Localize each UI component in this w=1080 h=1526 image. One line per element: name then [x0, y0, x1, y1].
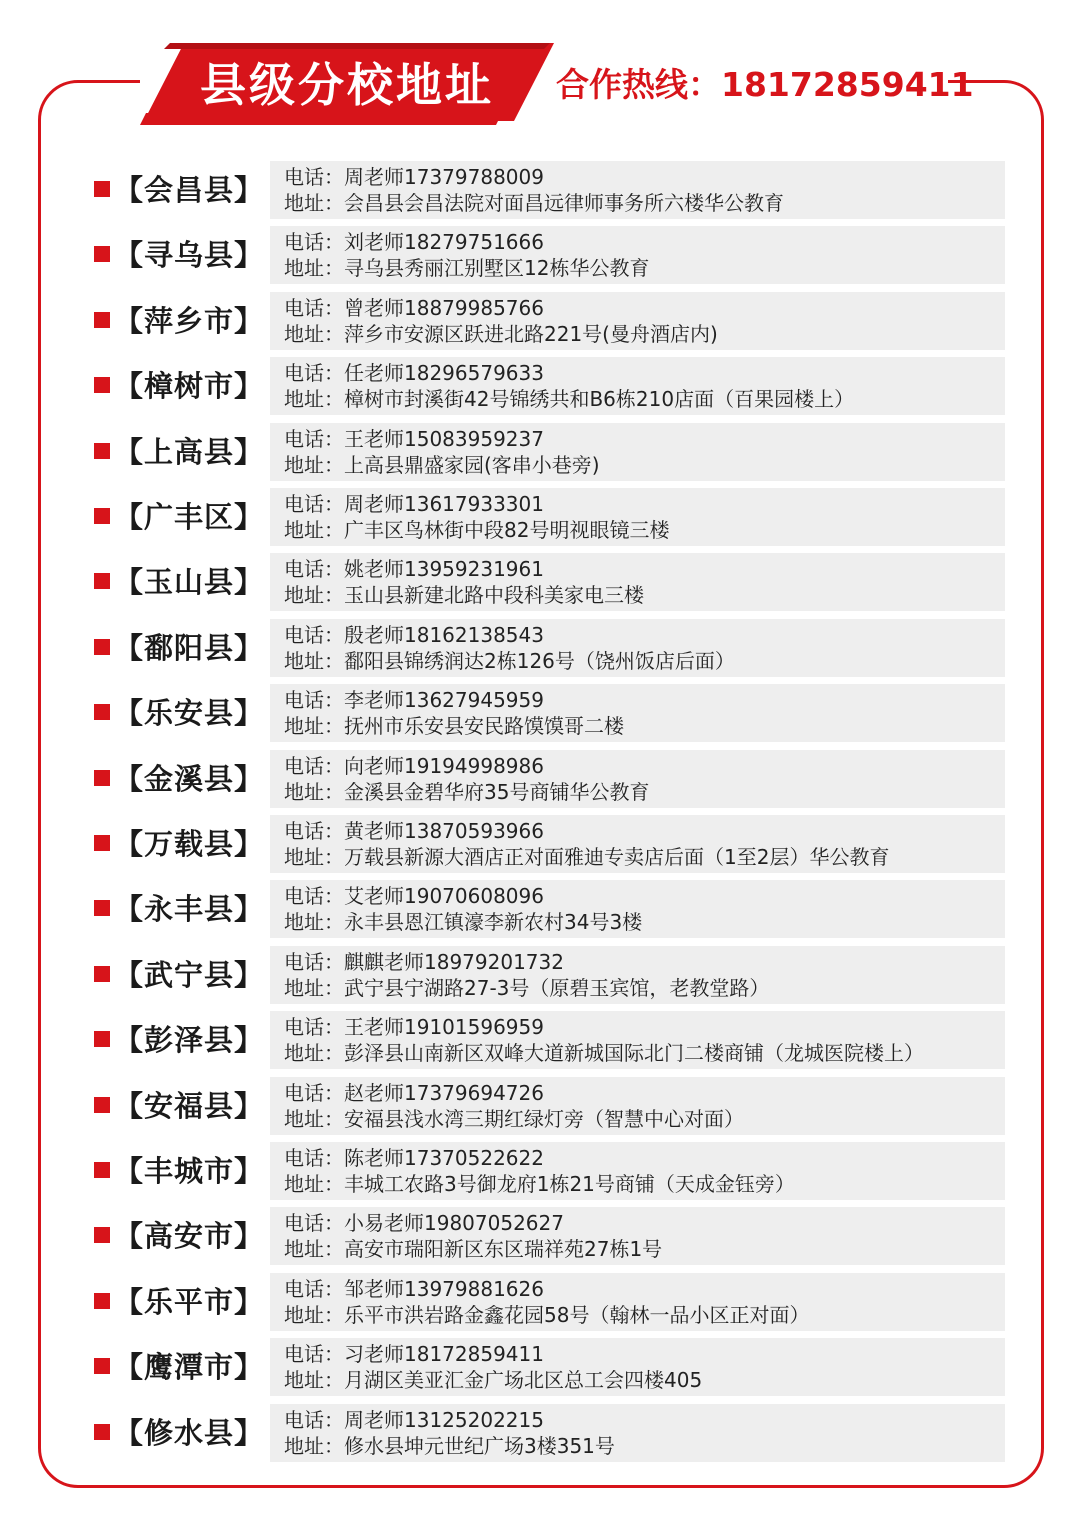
phone-label: 电话：	[284, 1211, 344, 1235]
address-label: 地址：	[284, 387, 344, 411]
address-line	[284, 255, 649, 281]
bullet-square	[94, 181, 110, 197]
list-item	[0, 749, 1080, 809]
bullet-square	[94, 704, 110, 720]
phone-line	[284, 1341, 544, 1367]
bullet-square	[94, 443, 110, 459]
county-name: 【上高县】	[114, 435, 265, 469]
phone-value: 刘老师18279751666	[344, 230, 544, 254]
bullet-square	[94, 1358, 110, 1374]
address-line	[284, 321, 718, 347]
phone-label: 电话：	[284, 1015, 344, 1039]
bullet-square	[94, 1424, 110, 1440]
address-line	[284, 517, 669, 543]
address-value: 彭泽县山南新区双峰大道新城国际北门二楼商铺（龙城医院楼上）	[344, 1041, 924, 1065]
phone-value: 王老师15083959237	[344, 427, 544, 451]
phone-line	[284, 426, 544, 452]
phone-label: 电话：	[284, 361, 344, 385]
bullet-square	[94, 312, 110, 328]
bullet-square	[94, 900, 110, 916]
address-label: 地址：	[284, 714, 344, 738]
county-name: 【金溪县】	[114, 762, 265, 796]
phone-value: 李老师13627945959	[344, 688, 544, 712]
branch-info	[270, 1207, 1005, 1265]
phone-value: 曾老师18879985766	[344, 296, 544, 320]
address-value: 会昌县会昌法院对面昌远律师事务所六楼华公教育	[344, 191, 784, 215]
title-banner	[140, 43, 554, 125]
bullet-square	[94, 639, 110, 655]
list-item	[0, 618, 1080, 678]
address-value: 武宁县宁湖路27-3号（原碧玉宾馆，老教堂路）	[344, 976, 770, 1000]
branch-info	[270, 226, 1005, 284]
phone-value: 习老师18172859411	[344, 1342, 544, 1366]
address-value: 广丰区鸟林街中段82号明视眼镜三楼	[344, 518, 670, 542]
phone-line	[284, 556, 544, 582]
list-item	[0, 683, 1080, 743]
branch-info	[270, 946, 1005, 1004]
county-name: 【修水县】	[114, 1416, 265, 1450]
address-label: 地址：	[284, 518, 344, 542]
county-name: 【永丰县】	[114, 892, 265, 926]
county-name: 【武宁县】	[114, 958, 265, 992]
phone-label: 电话：	[284, 165, 344, 189]
address-line	[284, 1236, 662, 1262]
list-item	[0, 356, 1080, 416]
list-item	[0, 945, 1080, 1005]
hotline	[556, 62, 974, 108]
address-label: 地址：	[284, 845, 344, 869]
address-line	[284, 779, 649, 805]
phone-label: 电话：	[284, 427, 344, 451]
branch-info	[270, 1338, 1005, 1396]
address-label: 地址：	[284, 910, 344, 934]
phone-line	[284, 1014, 544, 1040]
county-name: 【丰城市】	[114, 1154, 265, 1188]
branch-info	[270, 1077, 1005, 1135]
address-value: 万载县新源大酒店正对面雅迪专卖店后面（1至2层）华公教育	[344, 845, 890, 869]
branch-info	[270, 750, 1005, 808]
address-line	[284, 190, 784, 216]
phone-label: 电话：	[284, 950, 344, 974]
phone-line	[284, 229, 544, 255]
county-name: 【鹰潭市】	[114, 1350, 265, 1384]
address-line	[284, 1302, 809, 1328]
address-value: 樟树市封溪街42号锦绣共和B6栋210店面（百果园楼上）	[344, 387, 855, 411]
phone-value: 姚老师13959231961	[344, 557, 544, 581]
address-line	[284, 1171, 795, 1197]
phone-value: 周老师13617933301	[344, 492, 544, 516]
list-item	[0, 1010, 1080, 1070]
address-value: 丰城工农路3号御龙府1栋21号商铺（天成金钰旁）	[344, 1172, 795, 1196]
phone-line	[284, 949, 564, 975]
branch-info	[270, 292, 1005, 350]
phone-line	[284, 687, 544, 713]
phone-label: 电话：	[284, 1081, 344, 1105]
address-value: 金溪县金碧华府35号商铺华公教育	[344, 780, 650, 804]
address-label: 地址：	[284, 1041, 344, 1065]
bullet-square	[94, 573, 110, 589]
list-item	[0, 422, 1080, 482]
address-line	[284, 648, 735, 674]
address-label: 地址：	[284, 256, 344, 280]
branch-info	[270, 880, 1005, 938]
phone-line	[284, 164, 544, 190]
bullet-square	[94, 1227, 110, 1243]
address-label: 地址：	[284, 780, 344, 804]
address-value: 寻乌县秀丽江别墅区12栋华公教育	[344, 256, 650, 280]
address-label: 地址：	[284, 976, 344, 1000]
branch-info	[270, 423, 1005, 481]
address-line	[284, 844, 889, 870]
address-label: 地址：	[284, 1237, 344, 1261]
bullet-square	[94, 1162, 110, 1178]
bullet-square	[94, 1293, 110, 1309]
address-line	[284, 452, 600, 478]
address-value: 修水县坤元世纪广场3楼351号	[344, 1434, 615, 1458]
address-label: 地址：	[284, 1368, 344, 1392]
county-name: 【樟树市】	[114, 369, 265, 403]
county-name: 【万载县】	[114, 827, 265, 861]
hotline-number: 18172859411	[721, 65, 974, 104]
address-line	[284, 1367, 702, 1393]
branch-info	[270, 1011, 1005, 1069]
address-line	[284, 975, 769, 1001]
phone-value: 陈老师17370522622	[344, 1146, 544, 1170]
branch-info	[270, 1142, 1005, 1200]
phone-line	[284, 818, 544, 844]
phone-value: 向老师19194998986	[344, 754, 544, 778]
list-item	[0, 1206, 1080, 1266]
phone-line	[284, 1145, 544, 1171]
county-name: 【寻乌县】	[114, 238, 265, 272]
county-name: 【乐平市】	[114, 1285, 265, 1319]
phone-line	[284, 1210, 564, 1236]
list-item	[0, 291, 1080, 351]
branch-info	[270, 684, 1005, 742]
address-value: 安福县浅水湾三期红绿灯旁（智慧中心对面）	[344, 1107, 744, 1131]
bullet-square	[94, 770, 110, 786]
address-value: 月湖区美亚汇金广场北区总工会四楼405	[344, 1368, 703, 1392]
branch-info	[270, 1273, 1005, 1331]
phone-line	[284, 1407, 544, 1433]
phone-label: 电话：	[284, 492, 344, 516]
address-value: 高安市瑞阳新区东区瑞祥苑27栋1号	[344, 1237, 663, 1261]
list-item	[0, 160, 1080, 220]
bullet-square	[94, 1097, 110, 1113]
list-item	[0, 1076, 1080, 1136]
branch-info	[270, 161, 1005, 219]
phone-value: 麒麒老师18979201732	[344, 950, 564, 974]
phone-label: 电话：	[284, 557, 344, 581]
list-item	[0, 1272, 1080, 1332]
phone-value: 艾老师19070608096	[344, 884, 544, 908]
address-line	[284, 1040, 924, 1066]
list-item	[0, 1403, 1080, 1463]
phone-value: 黄老师13870593966	[344, 819, 544, 843]
list-item	[0, 225, 1080, 285]
county-name: 【安福县】	[114, 1089, 265, 1123]
phone-label: 电话：	[284, 230, 344, 254]
branch-info	[270, 553, 1005, 611]
phone-value: 任老师18296579633	[344, 361, 544, 385]
phone-value: 王老师19101596959	[344, 1015, 544, 1039]
phone-line	[284, 295, 544, 321]
phone-line	[284, 360, 544, 386]
phone-label: 电话：	[284, 884, 344, 908]
phone-value: 周老师13125202215	[344, 1408, 544, 1432]
phone-line	[284, 1080, 544, 1106]
list-item	[0, 1337, 1080, 1397]
phone-line	[284, 491, 544, 517]
address-label: 地址：	[284, 322, 344, 346]
phone-label: 电话：	[284, 1146, 344, 1170]
county-name: 【萍乡市】	[114, 304, 265, 338]
address-label: 地址：	[284, 1107, 344, 1131]
page-title: 县级分校地址	[200, 58, 494, 112]
phone-line	[284, 622, 544, 648]
address-line	[284, 909, 642, 935]
address-label: 地址：	[284, 191, 344, 215]
list-item	[0, 1141, 1080, 1201]
phone-line	[284, 883, 544, 909]
list-item	[0, 487, 1080, 547]
bullet-square	[94, 508, 110, 524]
county-name: 【会昌县】	[114, 173, 265, 207]
address-line	[284, 713, 624, 739]
phone-label: 电话：	[284, 754, 344, 778]
address-label: 地址：	[284, 583, 344, 607]
address-line	[284, 1433, 615, 1459]
address-line	[284, 1106, 744, 1132]
list-item	[0, 814, 1080, 874]
branch-info	[270, 1404, 1005, 1462]
phone-label: 电话：	[284, 1277, 344, 1301]
phone-value: 邹老师13979881626	[344, 1277, 544, 1301]
county-name: 【广丰区】	[114, 500, 265, 534]
bullet-square	[94, 835, 110, 851]
branch-info	[270, 488, 1005, 546]
address-value: 萍乡市安源区跃进北路221号(曼舟酒店内)	[344, 322, 718, 346]
bullet-square	[94, 1031, 110, 1047]
address-label: 地址：	[284, 649, 344, 673]
branch-info	[270, 619, 1005, 677]
phone-label: 电话：	[284, 819, 344, 843]
phone-line	[284, 753, 544, 779]
phone-line	[284, 1276, 544, 1302]
address-value: 抚州市乐安县安民路馍馍哥二楼	[344, 714, 624, 738]
phone-label: 电话：	[284, 1408, 344, 1432]
branch-info	[270, 357, 1005, 415]
county-name: 【高安市】	[114, 1219, 265, 1253]
phone-label: 电话：	[284, 296, 344, 320]
address-value: 乐平市洪岩路金鑫花园58号（翰林一品小区正对面）	[344, 1303, 810, 1327]
address-value: 永丰县恩江镇濠李新农村34号3楼	[344, 910, 643, 934]
county-name: 【乐安县】	[114, 696, 265, 730]
address-value: 鄱阳县锦绣润达2栋126号（饶州饭店后面）	[344, 649, 735, 673]
bullet-square	[94, 966, 110, 982]
address-value: 上高县鼎盛家园(客串小巷旁)	[344, 453, 600, 477]
phone-value: 殷老师18162138543	[344, 623, 544, 647]
county-name: 【鄱阳县】	[114, 631, 265, 665]
address-label: 地址：	[284, 1303, 344, 1327]
phone-label: 电话：	[284, 623, 344, 647]
address-line	[284, 386, 854, 412]
address-label: 地址：	[284, 453, 344, 477]
bullet-square	[94, 377, 110, 393]
address-label: 地址：	[284, 1434, 344, 1458]
bullet-square	[94, 246, 110, 262]
phone-label: 电话：	[284, 688, 344, 712]
branch-info	[270, 815, 1005, 873]
list-item	[0, 879, 1080, 939]
phone-label: 电话：	[284, 1342, 344, 1366]
county-name: 【彭泽县】	[114, 1023, 265, 1057]
phone-value: 赵老师17379694726	[344, 1081, 544, 1105]
county-name: 【玉山县】	[114, 565, 265, 599]
address-value: 玉山县新建北路中段科美家电三楼	[344, 583, 644, 607]
hotline-label: 合作热线：	[556, 65, 721, 104]
phone-value: 周老师17379788009	[344, 165, 544, 189]
address-line	[284, 582, 644, 608]
phone-value: 小易老师19807052627	[344, 1211, 564, 1235]
list-item	[0, 552, 1080, 612]
address-label: 地址：	[284, 1172, 344, 1196]
